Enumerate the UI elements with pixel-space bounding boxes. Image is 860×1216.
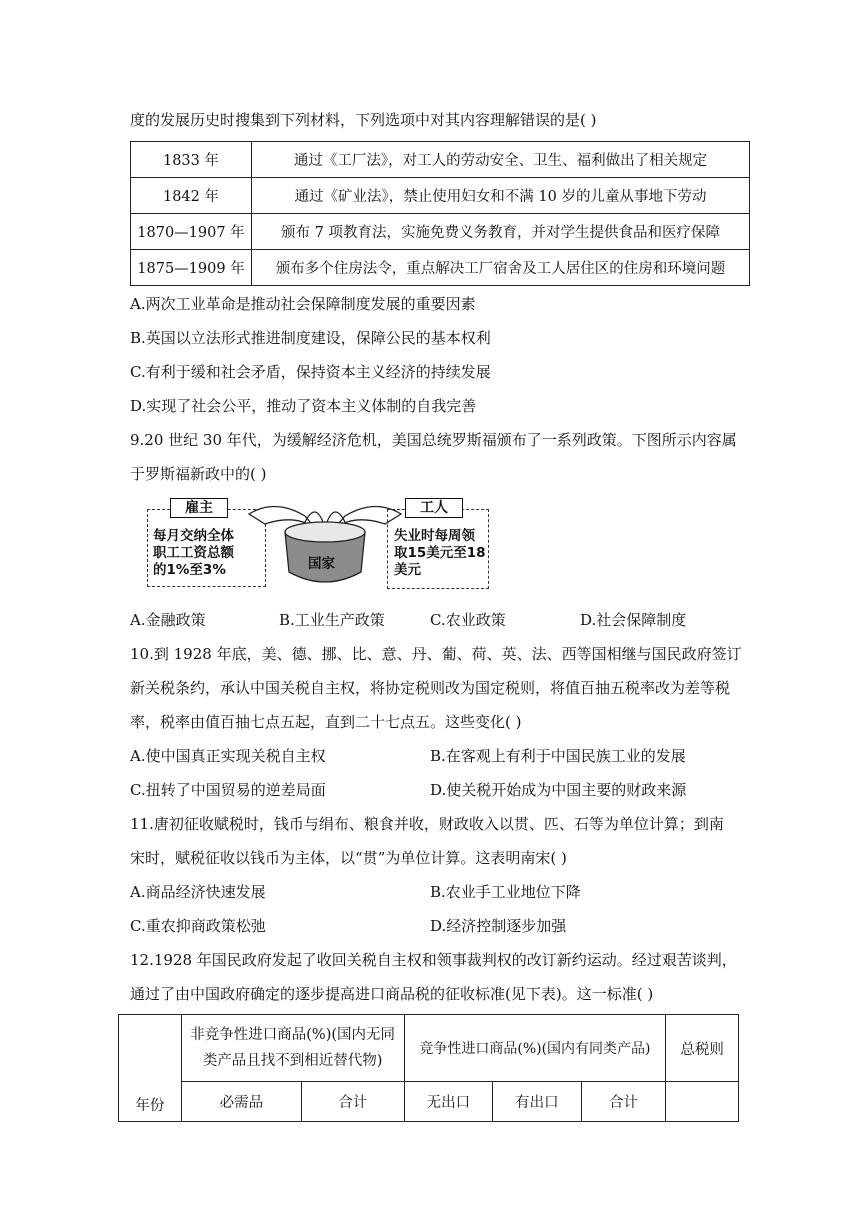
q9-option-a: A.金融政策 — [130, 611, 206, 629]
table-row — [131, 250, 750, 286]
q11-stem-line2: 宋时，赋税征收以钱币为主体，以“贯”为单位计算。这表明南宋( ) — [130, 849, 567, 867]
q10-option-b: B.在客观上有利于中国民族工业的发展 — [430, 747, 686, 765]
q10-stem-line2: 新关税条约，承认中国关税自主权，将协定税则改为国定税则，将值百抽五税率改为差等税 — [130, 679, 731, 697]
q12-stem-line1: 12.1928 年国民政府发起了收回关税自主权和领事裁判权的改订新约运动。经过艰苦谈判， — [130, 951, 737, 969]
q8-stem-line: 度的发展历史时搜集到下列材料，下列选项中对其内容理解错误的是( ) — [130, 111, 597, 129]
employer-text: 每月交纳全体 职工工资总额 的1%至3% — [153, 528, 234, 578]
year-header: 年份 — [119, 1015, 182, 1122]
year-cell: 1870—1907 年 — [131, 214, 252, 250]
q8-option-d: D.实现了社会公平，推动了资本主义体制的自我完善 — [130, 397, 477, 415]
q11-option-b: B.农业手工业地位下降 — [430, 883, 581, 901]
legislation-table — [130, 141, 750, 286]
content-cell: 颁布多个住房法令，重点解决工厂宿舍及工人居住区的住房和环境问题 — [252, 250, 750, 286]
subheader-cell: 合计 — [302, 1082, 404, 1122]
q9-option-b: B.工业生产政策 — [279, 611, 385, 629]
state-vessel-graphic — [245, 492, 405, 602]
year-cell: 1833 年 — [131, 142, 252, 178]
q8-option-c: C.有利于缓和社会矛盾，保持资本主义经济的持续发展 — [130, 363, 491, 381]
table-row — [131, 178, 750, 214]
content-cell: 颁布 7 项教育法，实施免费义务教育，并对学生提供食品和医疗保障 — [252, 214, 750, 250]
competitive-header: 竞争性进口商品(%)(国内有同类产品) — [404, 1015, 666, 1082]
q10-option-a: A.使中国真正实现关税自主权 — [130, 747, 326, 765]
total-header: 总税则 — [666, 1015, 739, 1082]
q9-option-d: D.社会保障制度 — [580, 611, 687, 629]
q9-stem-line1: 9.20 世纪 30 年代，为缓解经济危机，美国总统罗斯福颁布了一系列政策。下图所示内容属 — [130, 431, 737, 449]
empty-cell — [666, 1082, 739, 1122]
q11-option-d: D.经济控制逐步加强 — [430, 917, 567, 935]
worker-title: 工人 — [405, 498, 463, 518]
q11-option-a: A.商品经济快速发展 — [130, 883, 266, 901]
q10-option-c: C.扭转了中国贸易的逆差局面 — [130, 781, 326, 799]
table-row — [131, 142, 750, 178]
q10-option-d: D.使关税开始成为中国主要的财政来源 — [430, 781, 687, 799]
q11-stem-line1: 11.唐初征收赋税时，钱币与绢布、粮食并收，财政收入以贯、匹、石等为单位计算；到南 — [130, 815, 724, 833]
subheader-cell: 必需品 — [181, 1082, 301, 1122]
table-header-row — [119, 1015, 739, 1082]
year-cell: 1842 年 — [131, 178, 252, 214]
q11-option-c: C.重农抑商政策松弛 — [130, 917, 266, 935]
year-cell: 1875—1909 年 — [131, 250, 252, 286]
content-cell: 通过《工厂法》，对工人的劳动安全、卫生、福利做出了相关规定 — [252, 142, 750, 178]
content-cell: 通过《矿业法》，禁止使用妇女和不满 10 岁的儿童从事地下劳动 — [252, 178, 750, 214]
worker-text: 失业时每周领 取15美元至18 美元 — [394, 528, 486, 578]
subheader-cell: 无出口 — [404, 1082, 493, 1122]
tariff-table — [118, 1014, 739, 1122]
q9-option-c: C.农业政策 — [430, 611, 506, 629]
q8-option-a: A.两次工业革命是推动社会保障制度发展的重要因素 — [130, 295, 476, 313]
q9-stem-line2: 于罗斯福新政中的( ) — [130, 465, 267, 483]
state-label: 国家 — [308, 556, 335, 572]
table-row — [131, 214, 750, 250]
q8-option-b: B.英国以立法形式推进制度建设，保障公民的基本权利 — [130, 329, 491, 347]
subheader-cell: 合计 — [581, 1082, 666, 1122]
noncompetitive-header: 非竞争性进口商品(%)(国内无同 类产品且找不到相近替代物) — [181, 1015, 404, 1082]
q10-stem-line3: 率，税率由值百抽七点五起，直到二十七点五。这些变化( ) — [130, 713, 522, 731]
q10-stem-line1: 10.到 1928 年底，美、德、挪、比、意、丹、葡、荷、英、法、西等国相继与国民政府签订 — [130, 645, 742, 663]
employer-title: 雇主 — [170, 498, 228, 518]
table-subheader-row — [119, 1082, 739, 1122]
subheader-cell: 有出口 — [493, 1082, 582, 1122]
q12-stem-line2: 通过了由中国政府确定的逐步提高进口商品税的征收标准(见下表)。这一标准( ) — [130, 985, 654, 1003]
